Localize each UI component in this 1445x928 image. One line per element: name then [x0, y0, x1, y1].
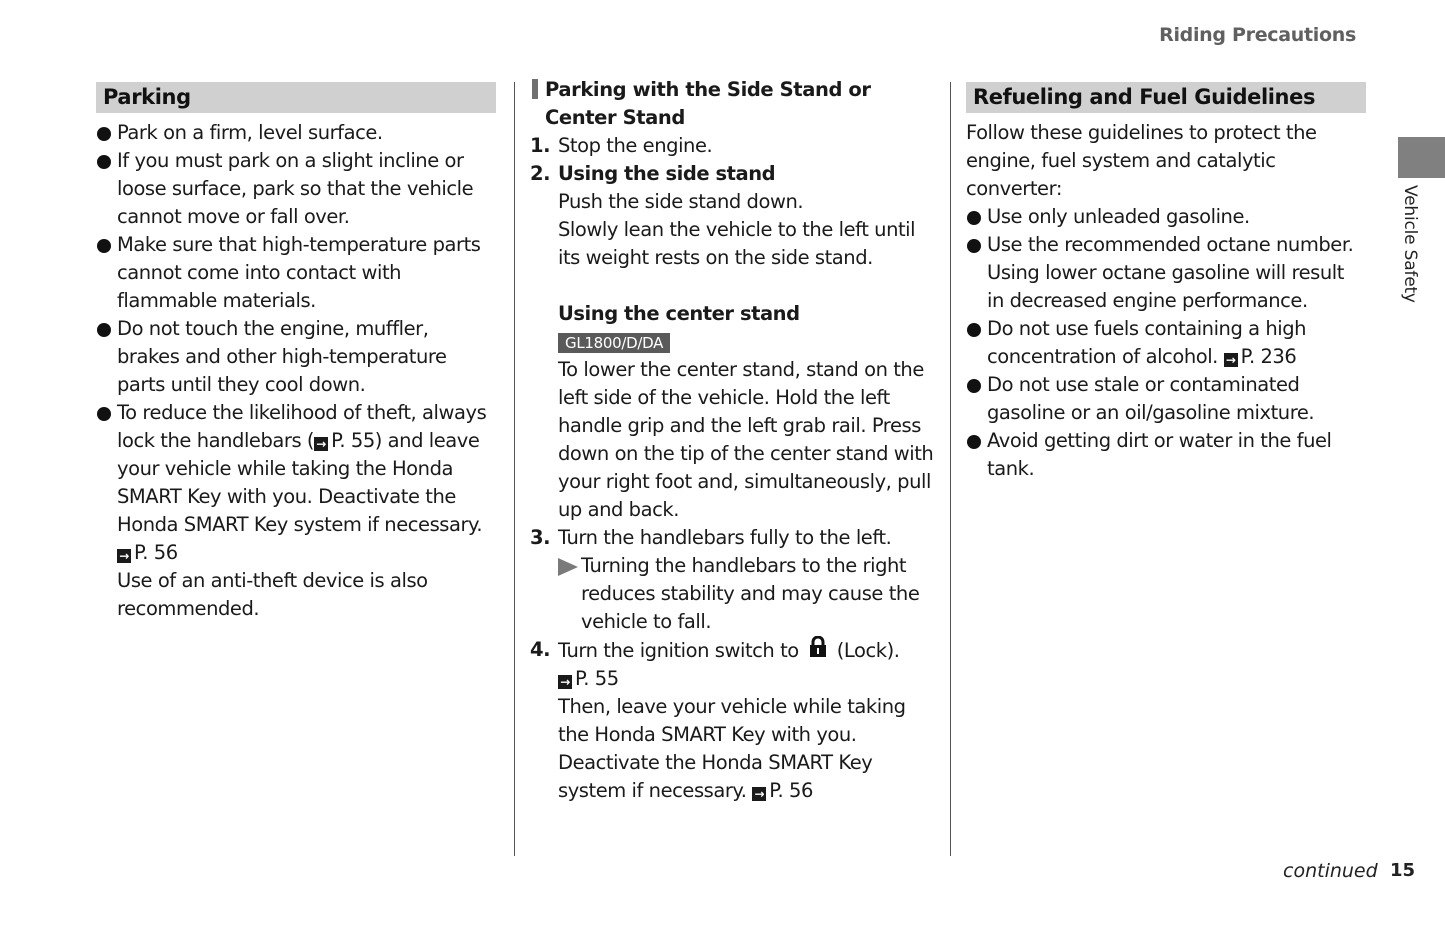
list-item: Use the recommended octane number. Using lower octane gasoline will result in decreased engine performance.	[966, 231, 1366, 315]
running-title: Riding Precautions	[1159, 24, 1356, 46]
list-item: Use only unleaded gasoline.	[966, 203, 1366, 231]
page-ref-link[interactable]: → P. 56	[117, 541, 178, 564]
column-divider	[950, 82, 951, 856]
list-item: Avoid getting dirt or water in the fuel tank.	[966, 427, 1366, 483]
list-item: Do not use stale or contaminated gasoline or an oil/gasoline mixture.	[966, 371, 1366, 427]
bullet-icon	[967, 239, 981, 253]
continued-label: continued	[1283, 860, 1378, 882]
bullet-icon	[967, 323, 981, 337]
stand-section	[530, 80, 940, 805]
list-item: To reduce the likelihood of theft, always lock the handlebars ( → P. 55) and leave your vehicle while taking the Honda SMART Key with you. Deactivate the Honda SMART Key system if necessary. → P. 56 Use of an anti-theft device is also recommended.	[96, 399, 496, 623]
chapter-tab[interactable]	[1398, 137, 1445, 178]
refueling-list	[966, 203, 1366, 483]
side-stand-heading: Using the side stand	[558, 162, 776, 185]
center-stand-heading: Using the center stand	[558, 302, 800, 325]
bullet-icon	[97, 323, 111, 337]
bullet-icon	[97, 155, 111, 169]
parking-section	[96, 80, 496, 623]
bullet-icon	[967, 435, 981, 449]
bullet-icon	[967, 379, 981, 393]
heading-bar-icon	[532, 79, 538, 99]
list-item: If you must park on a slight incline or loose surface, park so that the vehicle cannot move or fall over.	[96, 147, 496, 231]
parking-list	[96, 119, 496, 623]
arrow-right-icon: →	[1224, 353, 1238, 367]
list-item: Park on a firm, level surface.	[96, 119, 496, 147]
arrow-right-icon: →	[558, 675, 572, 689]
list-item: Do not touch the engine, muffler, brakes and other high-temperature parts until they cool down.	[96, 315, 496, 399]
page-ref-link[interactable]: → P. 55	[314, 429, 375, 452]
page-number: 15	[1390, 860, 1416, 881]
step-item: 4. Turn the ignition switch to (Lock). → P. 55 Then, leave your vehicle while taking the Honda SMART Key with you. Deactivate the Honda SMART Key system if necessary. → P. 56	[530, 638, 906, 802]
bullet-icon	[967, 211, 981, 225]
list-item: Make sure that high-temperature parts cannot come into contact with flammable materials.	[96, 231, 496, 315]
step-item: 3. Turn the handlebars fully to the left. Turning the handlebars to the right reduces stability and may cause the vehicle to fall.	[530, 524, 940, 636]
arrow-right-icon: →	[117, 549, 131, 563]
step-item: 1. Stop the engine.	[530, 134, 713, 157]
model-badge: GL1800/D/DA	[558, 333, 670, 353]
page-ref-link[interactable]: → P. 56	[752, 779, 813, 802]
list-item: Do not use fuels containing a high concentration of alcohol. → P. 236	[966, 315, 1366, 371]
step-item: 2. Using the side stand Push the side stand down. Slowly lean the vehicle to the left until its weight rests on the side stand. Using the center stand GL1800/D/DA To lower the center stand, stand on the left side of the vehicle. Hold the left handle grip and the left grab rail. Press down on the tip of the center stand with your right foot and, simultaneously, pull up and back.	[530, 160, 940, 524]
bullet-icon	[97, 239, 111, 253]
bullet-icon	[97, 407, 111, 421]
refueling-section	[966, 80, 1366, 483]
refueling-intro: Follow these guidelines to protect the engine, fuel system and catalytic converter:	[966, 121, 1317, 200]
stand-heading: Parking with the Side Stand or Center Stand	[530, 76, 940, 132]
page-ref-link[interactable]: → P. 55	[558, 667, 619, 690]
bullet-icon	[97, 127, 111, 141]
caution-note: Turning the handlebars to the right reduces stability and may cause the vehicle to fall.	[558, 552, 940, 636]
refueling-heading: Refueling and Fuel Guidelines	[966, 82, 1366, 113]
parking-heading: Parking	[96, 82, 496, 113]
triangle-right-icon	[558, 558, 578, 576]
stand-steps	[530, 132, 940, 805]
column-divider	[514, 82, 515, 856]
lock-icon	[809, 636, 827, 658]
arrow-right-icon: →	[752, 787, 766, 801]
page-ref-link[interactable]: → P. 236	[1224, 345, 1297, 368]
chapter-tab-label: Vehicle Safety	[1400, 185, 1420, 303]
arrow-right-icon: →	[314, 437, 328, 451]
